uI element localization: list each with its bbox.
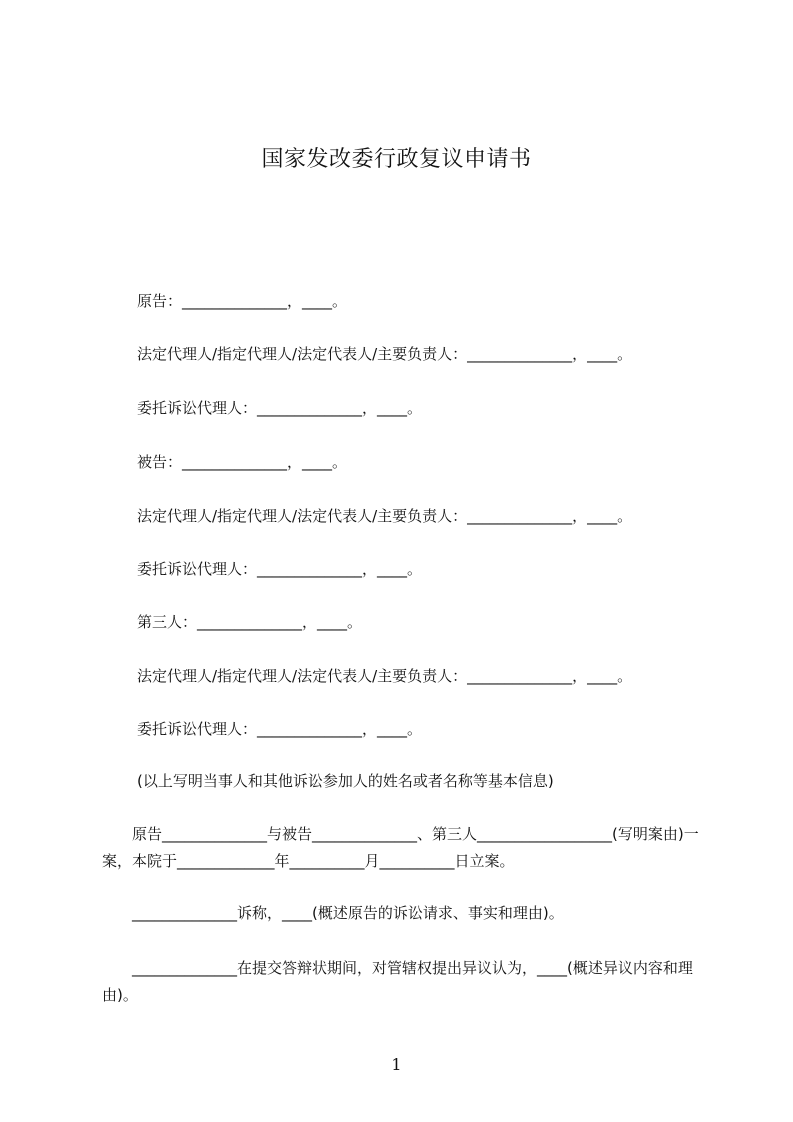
document-title: 国家发改委行政复议申请书 [261, 147, 532, 172]
claim-paragraph: ______________诉称，____(概述原告的诉讼请求、事实和理由)。 [102, 904, 564, 922]
page-number: 1 [391, 1055, 402, 1074]
party-third-legal-rep: 法定代理人/指定代理人/法定代表人/主要负责人：______________，____。 [137, 667, 633, 685]
party-plaintiff-agent: 委托诉讼代理人：______________，____。 [137, 399, 423, 417]
party-defendant-legal-rep: 法定代理人/指定代理人/法定代表人/主要负责人：______________，____。 [137, 507, 633, 525]
party-third-agent: 委托诉讼代理人：______________，____。 [137, 720, 423, 738]
party-defendant: 被告：______________，____。 [137, 453, 348, 471]
case-paragraph: 原告______________与被告______________、第三人__________________(写明案由)一案，本院于_____________年__________月__________日立案。 [102, 825, 699, 870]
party-plaintiff: 原告：______________，____。 [137, 292, 348, 310]
party-third: 第三人：______________，____。 [137, 613, 363, 631]
party-plaintiff-legal-rep: 法定代理人/指定代理人/法定代表人/主要负责人：______________，____。 [137, 345, 633, 363]
objection-paragraph: ______________在提交答辩状期间，对管辖权提出异议认为，____(概述异议内容和理由)。 [102, 959, 693, 1004]
parties-note: (以上写明当事人和其他诉讼参加人的姓名或者名称等基本信息) [137, 772, 554, 790]
party-defendant-agent: 委托诉讼代理人：______________，____。 [137, 560, 423, 578]
